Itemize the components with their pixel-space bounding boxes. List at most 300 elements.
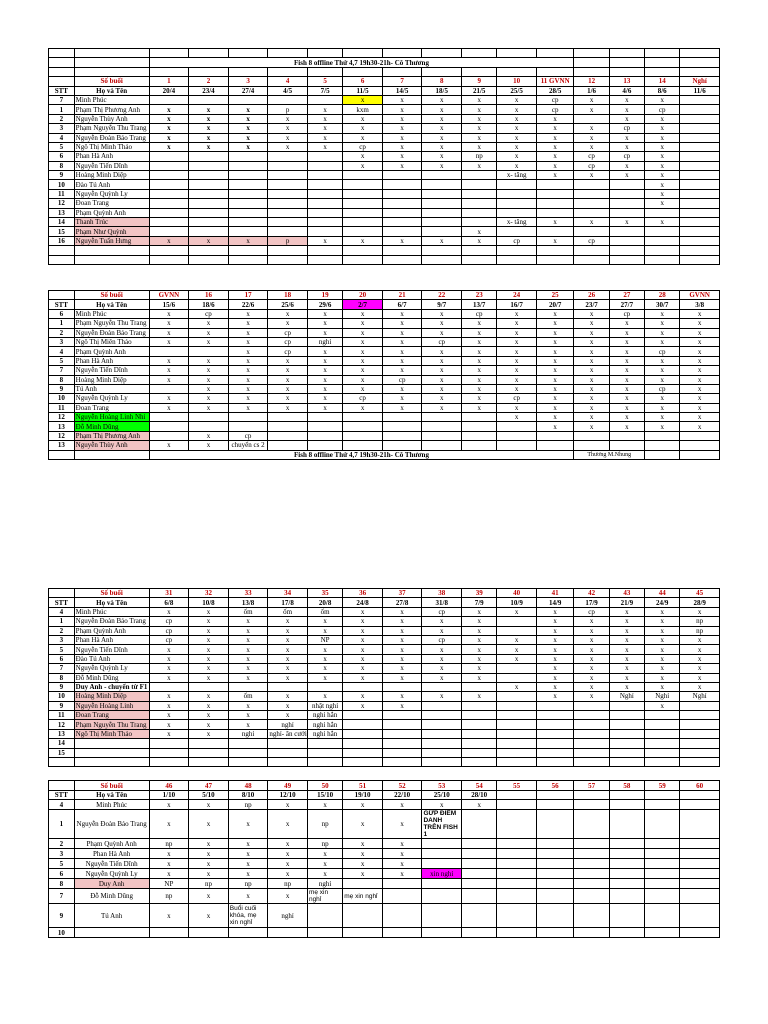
- attendance-cell: x: [268, 635, 308, 644]
- attendance-cell: x: [228, 673, 268, 682]
- attendance-cell: x: [497, 375, 537, 384]
- session-date: 20/8: [307, 598, 342, 607]
- attendance-cell: [307, 171, 342, 180]
- table-cell: [74, 450, 149, 459]
- attendance-cell: [609, 189, 644, 198]
- attendance-cell: [189, 171, 229, 180]
- attendance-cell: x: [382, 142, 422, 151]
- attendance-cell: x: [268, 319, 308, 328]
- attendance-cell: [497, 800, 537, 810]
- attendance-cell: x: [609, 635, 644, 644]
- attendance-table-4: [48, 780, 720, 938]
- student-stt: 2: [49, 328, 75, 337]
- attendance-cell: [645, 810, 680, 839]
- attendance-cell: x: [609, 607, 644, 616]
- attendance-cell: cp: [574, 607, 609, 616]
- attendance-cell: np: [228, 800, 268, 810]
- attendance-cell: [462, 413, 497, 422]
- attendance-cell: [609, 208, 644, 217]
- attendance-cell: [343, 189, 383, 198]
- attendance-cell: [268, 152, 308, 161]
- attendance-cell: x: [189, 124, 229, 133]
- attendance-cell: x: [228, 701, 268, 710]
- attendance-cell: x: [268, 692, 308, 701]
- attendance-cell: x: [189, 431, 229, 440]
- attendance-cell: x: [536, 236, 573, 245]
- student-stt: 5: [49, 645, 75, 654]
- attendance-cell: x: [382, 869, 422, 879]
- attendance-cell: [680, 879, 720, 889]
- attendance-cell: [149, 748, 189, 757]
- session-number: 9: [462, 77, 497, 86]
- attendance-cell: [307, 928, 342, 938]
- attendance-cell: nghỉ hẳn: [307, 729, 342, 738]
- attendance-cell: [536, 431, 573, 440]
- session-number: 22: [422, 291, 462, 300]
- student-row: [49, 319, 720, 328]
- attendance-cell: x: [307, 645, 342, 654]
- attendance-cell: x: [574, 422, 609, 431]
- student-row: [49, 739, 720, 748]
- attendance-cell: x: [462, 645, 497, 654]
- attendance-cell: [645, 236, 680, 245]
- attendance-cell: x: [228, 720, 268, 729]
- attendance-cell: [497, 227, 537, 236]
- title-row-2: [49, 450, 720, 459]
- attendance-cell: [422, 839, 462, 849]
- attendance-cell: [268, 189, 308, 198]
- attendance-cell: x: [574, 142, 609, 151]
- attendance-cell: [462, 869, 497, 879]
- attendance-cell: x: [149, 114, 189, 123]
- attendance-cell: x: [609, 319, 644, 328]
- empty-cell: [497, 758, 537, 767]
- attendance-cell: cp: [228, 431, 268, 440]
- attendance-cell: [574, 227, 609, 236]
- attendance-cell: [343, 180, 383, 189]
- session-date: 18/6: [189, 300, 229, 309]
- attendance-cell: [382, 180, 422, 189]
- session-date: 8/6: [645, 86, 680, 95]
- student-stt: 11: [49, 403, 75, 412]
- session-date: 7/9: [462, 598, 497, 607]
- attendance-cell: [645, 720, 680, 729]
- attendance-cell: [609, 904, 644, 928]
- attendance-table-2: [48, 290, 720, 460]
- attendance-cell: [422, 889, 462, 904]
- attendance-cell: x: [307, 142, 342, 151]
- attendance-cell: x: [497, 635, 537, 644]
- attendance-cell: NP: [307, 635, 342, 644]
- attendance-cell: x: [497, 356, 537, 365]
- session-date: 15/10: [307, 791, 342, 800]
- session-date: 14/9: [536, 598, 573, 607]
- header-row-dates: [49, 791, 720, 800]
- attendance-cell: [382, 729, 422, 738]
- attendance-cell: [149, 161, 189, 170]
- attendance-cell: x: [382, 366, 422, 375]
- attendance-cell: [149, 180, 189, 189]
- student-row: [49, 928, 720, 938]
- session-number: 52: [382, 781, 422, 791]
- attendance-cell: [307, 739, 342, 748]
- attendance-cell: x: [343, 347, 383, 356]
- attendance-cell: Nghỉ: [645, 692, 680, 701]
- student-stt: 6: [49, 309, 75, 318]
- attendance-cell: x: [382, 328, 422, 337]
- attendance-cell: [422, 171, 462, 180]
- attendance-cell: x: [609, 142, 644, 151]
- attendance-cell: [189, 227, 229, 236]
- session-number: 38: [422, 589, 462, 598]
- session-date: 7/5: [307, 86, 342, 95]
- attendance-cell: [609, 869, 644, 879]
- attendance-cell: [382, 904, 422, 928]
- student-row: [49, 142, 720, 151]
- student-row: [49, 748, 720, 757]
- attendance-cell: [343, 431, 383, 440]
- attendance-cell: x: [574, 654, 609, 663]
- student-name: Đỗ Minh Dũng: [74, 422, 149, 431]
- attendance-cell: x: [307, 617, 342, 626]
- attendance-cell: [574, 928, 609, 938]
- attendance-cell: [422, 199, 462, 208]
- attendance-cell: [462, 928, 497, 938]
- attendance-cell: [149, 227, 189, 236]
- attendance-cell: [497, 839, 537, 849]
- attendance-cell: x: [645, 422, 680, 431]
- table-cell: [680, 58, 720, 67]
- attendance-cell: [609, 889, 644, 904]
- empty-cell: [536, 49, 573, 58]
- attendance-cell: x: [382, 645, 422, 654]
- attendance-cell: [189, 748, 229, 757]
- attendance-cell: x: [462, 403, 497, 412]
- attendance-cell: x: [536, 218, 573, 227]
- student-row: [49, 720, 720, 729]
- attendance-cell: cp: [268, 328, 308, 337]
- student-name: Phạm Như Quỳnh: [74, 227, 149, 236]
- attendance-cell: [680, 105, 720, 114]
- attendance-cell: x: [497, 366, 537, 375]
- attendance-cell: [189, 189, 229, 198]
- attendance-cell: x: [609, 95, 644, 104]
- attendance-cell: x: [307, 869, 342, 879]
- student-name: Nguyễn Tiến Dĩnh: [74, 645, 149, 654]
- attendance-cell: x: [422, 105, 462, 114]
- attendance-cell: x: [343, 403, 383, 412]
- student-name: Minh Phúc: [74, 800, 149, 810]
- attendance-cell: [609, 849, 644, 859]
- session-date: 22/6: [228, 300, 268, 309]
- empty-cell: [149, 758, 189, 767]
- attendance-cell: x: [680, 654, 720, 663]
- attendance-cell: x: [307, 328, 342, 337]
- student-stt: 15: [49, 227, 75, 236]
- empty-cell: [680, 246, 720, 255]
- attendance-cell: x: [343, 133, 383, 142]
- attendance-cell: x: [149, 607, 189, 616]
- empty-cell: [189, 49, 229, 58]
- attendance-cell: np: [149, 839, 189, 849]
- attendance-cell: x: [343, 328, 383, 337]
- attendance-cell: x: [574, 124, 609, 133]
- empty-cell: [189, 255, 229, 264]
- attendance-cell: [497, 904, 537, 928]
- table-cell: [49, 77, 75, 86]
- empty-cell: [574, 758, 609, 767]
- attendance-cell: x: [382, 337, 422, 346]
- attendance-cell: x: [189, 711, 229, 720]
- attendance-cell: x: [536, 654, 573, 663]
- session-date: 10/9: [497, 598, 537, 607]
- student-row: [49, 403, 720, 412]
- attendance-cell: [149, 739, 189, 748]
- attendance-cell: cp: [382, 375, 422, 384]
- attendance-cell: [497, 739, 537, 748]
- attendance-cell: x: [536, 673, 573, 682]
- session-date: 2/7: [343, 300, 383, 309]
- attendance-cell: x: [343, 810, 383, 839]
- attendance-cell: x: [149, 328, 189, 337]
- attendance-cell: [645, 928, 680, 938]
- attendance-cell: [645, 904, 680, 928]
- attendance-cell: x: [268, 800, 308, 810]
- student-stt: 10: [49, 180, 75, 189]
- attendance-cell: [228, 180, 268, 189]
- attendance-cell: [497, 928, 537, 938]
- attendance-cell: cp: [149, 635, 189, 644]
- attendance-cell: x: [497, 319, 537, 328]
- student-row: [49, 208, 720, 217]
- empty-cell: [307, 246, 342, 255]
- session-date: 27/8: [382, 598, 422, 607]
- attendance-cell: x: [382, 236, 422, 245]
- attendance-cell: x: [574, 375, 609, 384]
- attendance-cell: [228, 95, 268, 104]
- empty-cell: [228, 758, 268, 767]
- attendance-cell: [462, 422, 497, 431]
- student-name: Phan Hà Anh: [74, 849, 149, 859]
- attendance-cell: [574, 849, 609, 859]
- session-date: 21/5: [462, 86, 497, 95]
- session-date: 4/6: [609, 86, 644, 95]
- attendance-cell: [343, 879, 383, 889]
- attendance-cell: x: [382, 664, 422, 673]
- session-number: 25: [536, 291, 573, 300]
- attendance-cell: x: [497, 645, 537, 654]
- attendance-cell: x: [574, 347, 609, 356]
- attendance-cell: [574, 800, 609, 810]
- table-cell: [645, 58, 680, 67]
- attendance-cell: x: [645, 152, 680, 161]
- attendance-cell: [680, 124, 720, 133]
- attendance-cell: x: [462, 375, 497, 384]
- session-number: 2: [189, 77, 229, 86]
- attendance-cell: [574, 889, 609, 904]
- attendance-cell: x: [497, 152, 537, 161]
- attendance-cell: [680, 800, 720, 810]
- attendance-cell: x: [645, 701, 680, 710]
- attendance-cell: [307, 161, 342, 170]
- attendance-cell: x: [462, 328, 497, 337]
- attendance-cell: x: [189, 889, 229, 904]
- attendance-cell: x: [462, 356, 497, 365]
- attendance-cell: x: [268, 142, 308, 151]
- attendance-cell: x: [536, 645, 573, 654]
- session-number: 8: [422, 77, 462, 86]
- attendance-cell: [343, 729, 383, 738]
- attendance-cell: x: [149, 701, 189, 710]
- student-row: [49, 645, 720, 654]
- attendance-cell: [462, 839, 497, 849]
- student-name: Phạm Thị Phương Anh: [74, 105, 149, 114]
- attendance-cell: x: [645, 617, 680, 626]
- attendance-cell: x: [343, 366, 383, 375]
- session-number: 18: [268, 291, 308, 300]
- attendance-cell: [307, 227, 342, 236]
- attendance-cell: x: [497, 384, 537, 393]
- attendance-cell: [680, 189, 720, 198]
- attendance-cell: x: [189, 319, 229, 328]
- attendance-cell: x: [343, 617, 383, 626]
- student-name: [74, 739, 149, 748]
- attendance-cell: cp: [422, 337, 462, 346]
- student-name: Phạm Thị Phương Anh: [74, 431, 149, 440]
- attendance-cell: x: [268, 673, 308, 682]
- attendance-cell: x: [462, 114, 497, 123]
- attendance-cell: x: [609, 328, 644, 337]
- session-number: 46: [149, 781, 189, 791]
- empty-cell: [645, 255, 680, 264]
- attendance-cell: [343, 682, 383, 691]
- attendance-cell: [307, 682, 342, 691]
- attendance-cell: x: [497, 95, 537, 104]
- empty-row: [49, 49, 720, 58]
- empty-cell: [609, 246, 644, 255]
- attendance-cell: x: [228, 839, 268, 849]
- attendance-cell: x: [422, 124, 462, 133]
- session-date: 1/6: [574, 86, 609, 95]
- attendance-cell: [307, 152, 342, 161]
- attendance-cell: [680, 114, 720, 123]
- attendance-cell: cp: [609, 124, 644, 133]
- student-stt: 9: [49, 701, 75, 710]
- attendance-cell: x: [574, 635, 609, 644]
- attendance-cell: x: [609, 682, 644, 691]
- attendance-cell: x: [228, 645, 268, 654]
- label-stt: STT: [49, 86, 75, 95]
- attendance-cell: x: [609, 673, 644, 682]
- empty-cell: [680, 67, 720, 76]
- attendance-cell: [497, 879, 537, 889]
- empty-cell: [382, 67, 422, 76]
- student-stt: 13: [49, 422, 75, 431]
- student-stt: 10: [49, 394, 75, 403]
- attendance-cell: x: [422, 356, 462, 365]
- student-name: Đỗ Minh Dũng: [74, 673, 149, 682]
- attendance-cell: x: [189, 607, 229, 616]
- attendance-cell: cp: [497, 236, 537, 245]
- session-date: 20/4: [149, 86, 189, 95]
- attendance-cell: [609, 711, 644, 720]
- attendance-cell: [189, 739, 229, 748]
- attendance-cell: [149, 384, 189, 393]
- student-stt: 12: [49, 199, 75, 208]
- student-stt: 9: [49, 682, 75, 691]
- empty-cell: [189, 67, 229, 76]
- attendance-cell: [536, 227, 573, 236]
- attendance-cell: x: [189, 654, 229, 663]
- session-date: 12/10: [268, 791, 308, 800]
- attendance-cell: x: [645, 309, 680, 318]
- attendance-cell: [462, 431, 497, 440]
- attendance-cell: x: [574, 384, 609, 393]
- attendance-cell: [149, 95, 189, 104]
- attendance-cell: cp: [343, 142, 383, 151]
- student-name: Phạm Quỳnh Anh: [74, 208, 149, 217]
- attendance-cell: x: [307, 133, 342, 142]
- attendance-cell: x: [497, 114, 537, 123]
- attendance-cell: x: [382, 800, 422, 810]
- attendance-cell: x: [645, 664, 680, 673]
- attendance-cell: x: [536, 384, 573, 393]
- attendance-cell: [645, 208, 680, 217]
- session-date: 25/5: [497, 86, 537, 95]
- attendance-cell: x: [189, 403, 229, 412]
- empty-cell: [609, 758, 644, 767]
- session-date: 15/6: [149, 300, 189, 309]
- attendance-cell: x: [307, 347, 342, 356]
- attendance-cell: [536, 208, 573, 217]
- attendance-cell: kxm: [343, 105, 383, 114]
- empty-cell: [343, 67, 383, 76]
- empty-cell: [462, 246, 497, 255]
- attendance-cell: x: [574, 337, 609, 346]
- attendance-cell: x: [268, 617, 308, 626]
- student-stt: 3: [49, 635, 75, 644]
- student-name: Phạm Nguyễn Thu Trang: [74, 319, 149, 328]
- attendance-cell: [149, 218, 189, 227]
- empty-cell: [228, 49, 268, 58]
- attendance-cell: x: [680, 366, 720, 375]
- attendance-cell: [268, 227, 308, 236]
- attendance-cell: [149, 413, 189, 422]
- header-row-sessions: [49, 589, 720, 598]
- table-cell: [74, 58, 149, 67]
- attendance-cell: x: [462, 319, 497, 328]
- empty-cell: [268, 49, 308, 58]
- attendance-cell: x: [189, 394, 229, 403]
- attendance-cell: x: [189, 839, 229, 849]
- student-stt: 9: [49, 904, 75, 928]
- attendance-cell: x: [609, 664, 644, 673]
- attendance-cell: [497, 199, 537, 208]
- attendance-cell: x: [422, 95, 462, 104]
- attendance-cell: [382, 422, 422, 431]
- attendance-cell: x: [189, 635, 229, 644]
- session-number: 47: [189, 781, 229, 791]
- student-stt: 11: [49, 189, 75, 198]
- attendance-cell: [497, 441, 537, 450]
- attendance-cell: [645, 739, 680, 748]
- student-stt: 6: [49, 152, 75, 161]
- attendance-cell: x: [645, 626, 680, 635]
- attendance-cell: x: [536, 664, 573, 673]
- attendance-cell: x: [574, 617, 609, 626]
- attendance-cell: x: [462, 227, 497, 236]
- session-date: 22/10: [382, 791, 422, 800]
